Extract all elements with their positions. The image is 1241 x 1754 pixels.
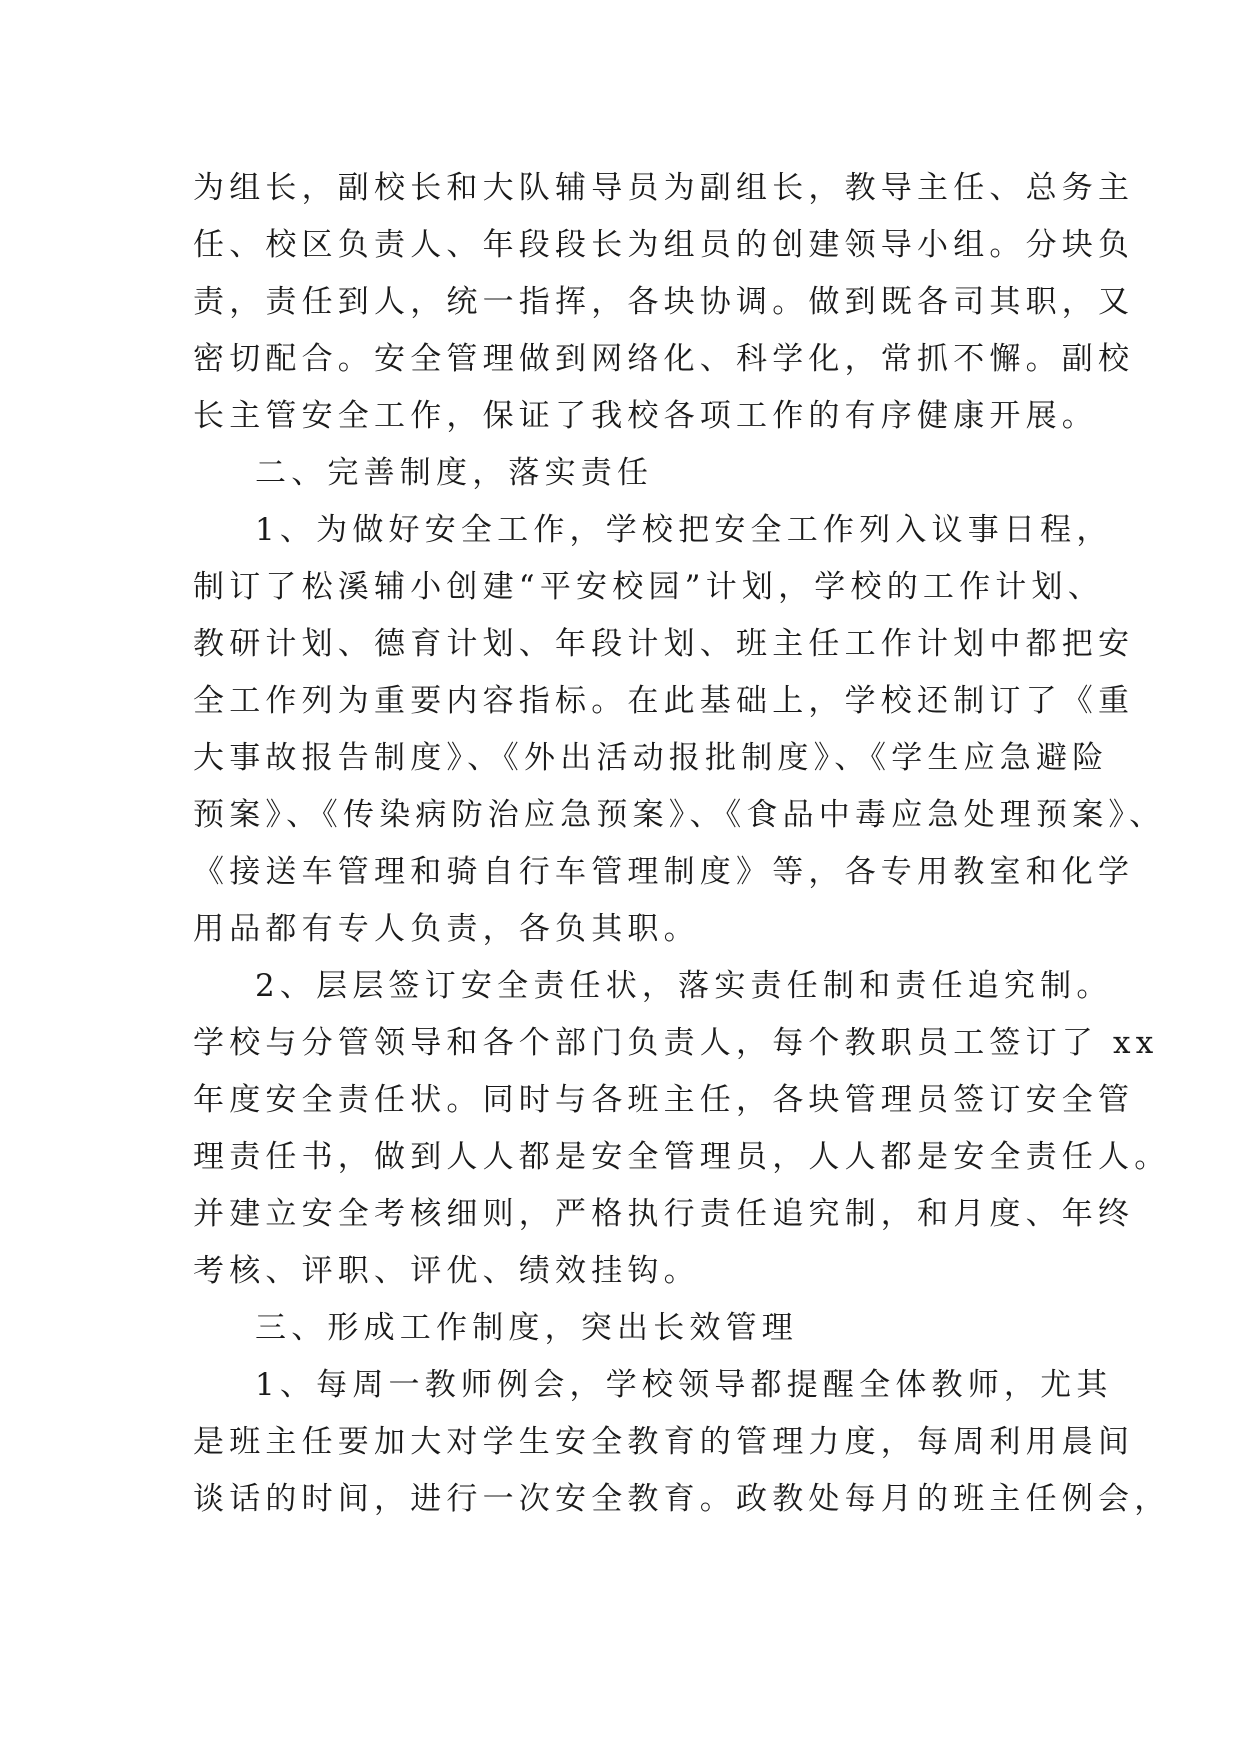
text-line: 全工作列为重要内容指标。在此基础上，学校还制订了《重 <box>193 683 1135 719</box>
text-line: 密切配合。安全管理做到网络化、科学化，常抓不懈。副校 <box>193 341 1135 377</box>
text-line: 为组长，副校长和大队辅导员为副组长，教导主任、总务主 <box>193 170 1135 206</box>
text-line: 预案》、《传染病防治应急预案》、《食品中毒应急处理预案》、 <box>193 797 1166 833</box>
text-line: 长主管安全工作，保证了我校各项工作的有序健康开展。 <box>193 398 1098 434</box>
text-line: 年度安全责任状。同时与各班主任，各块管理员签订安全管 <box>193 1082 1135 1118</box>
text-line: 教研计划、德育计划、年段计划、班主任工作计划中都把安 <box>193 626 1135 662</box>
text-line: 大事故报告制度》、《外出活动报批制度》、《学生应急避险 <box>193 740 1109 776</box>
text-line: 理责任书，做到人人都是安全管理员，人人都是安全责任人。 <box>193 1139 1171 1175</box>
text-line: 是班主任要加大对学生安全教育的管理力度，每周利用晨间 <box>193 1424 1135 1460</box>
text-line: 谈话的时间，进行一次安全教育。政教处每月的班主任例会， <box>193 1481 1171 1517</box>
text-line: 并建立安全考核细则，严格执行责任追究制，和月度、年终 <box>193 1196 1135 1232</box>
text-line: 《接送车管理和骑自行车管理制度》等，各专用教室和化学 <box>193 854 1135 890</box>
document-body <box>193 160 1171 1528</box>
text-line: 用品都有专人负责，各负其职。 <box>193 911 700 947</box>
text-line: 制订了松溪辅小创建“平安校园”计划，学校的工作计划、 <box>193 569 1104 605</box>
text-line: 学校与分管领导和各个部门负责人，每个教职员工签订了 xx <box>193 1025 1159 1061</box>
text-line: 2、层层签订安全责任状，落实责任制和责任追究制。 <box>255 968 1113 1004</box>
text-line: 任、校区负责人、年段段长为组员的创建领导小组。分块负 <box>193 227 1135 263</box>
text-line: 二、完善制度，落实责任 <box>255 455 654 491</box>
text-line: 1、每周一教师例会，学校领导都提醒全体教师，尤其 <box>255 1367 1113 1403</box>
text-line: 1、为做好安全工作，学校把安全工作列入议事日程， <box>255 512 1113 548</box>
text-line: 三、形成工作制度，突出长效管理 <box>255 1310 798 1346</box>
text-line: 考核、评职、评优、绩效挂钩。 <box>193 1253 700 1289</box>
text-line: 责，责任到人，统一指挥，各块协调。做到既各司其职，又 <box>193 284 1135 320</box>
